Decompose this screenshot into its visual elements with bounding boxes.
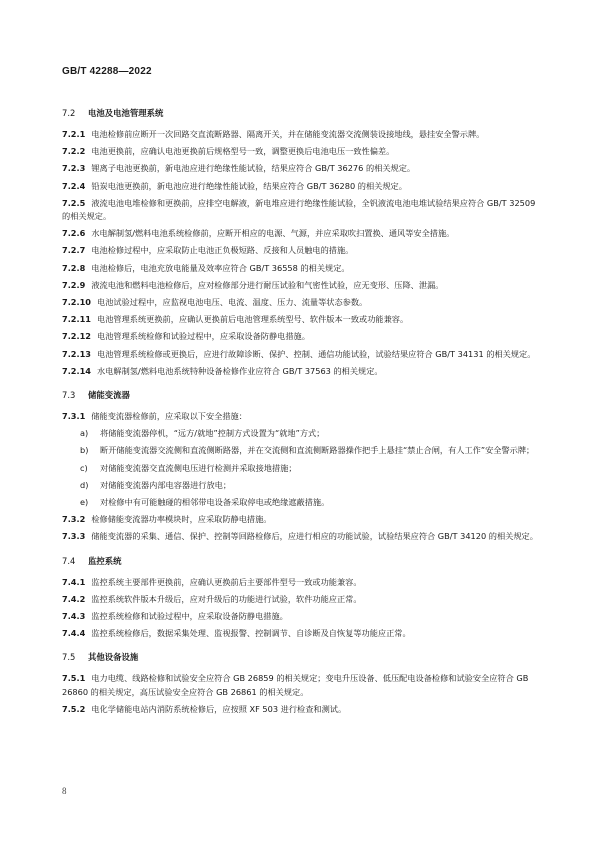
clause-number: 7.2.2 — [62, 146, 86, 157]
clause-number: 7.2.3 — [62, 163, 86, 174]
list-item-letter: e) — [80, 497, 89, 508]
clause — [62, 703, 544, 716]
clause — [62, 593, 544, 606]
list-item-text: 对储能变流器内部电容器进行放电； — [100, 479, 232, 490]
clause-number: 7.2.6 — [62, 228, 86, 239]
clause-text: 水电解制氢/燃料电池系统特种设备检修作业应符合 GB/T 37563 的相关规定。 — [97, 365, 383, 376]
section-heading — [62, 554, 544, 568]
clause — [62, 410, 544, 423]
clause-text: 锂离子电池更换前，新电池应进行绝缘性能试验，结果应符合 GB/T 36276 的相关规定。 — [91, 163, 416, 174]
clause-text: 电池检修前应断开一次回路交直流断路器、隔离开关，并在储能变流器交流侧装设接地线，悬挂安全警示牌。 — [91, 129, 485, 139]
clause-text: 监控系统检修后，数据采集处理、监视报警、控制调节、自诊断及自恢复等功能应正常。 — [91, 628, 411, 639]
clause — [62, 330, 544, 343]
clause — [62, 145, 544, 158]
clause — [62, 610, 544, 623]
page-number: 8 — [62, 786, 67, 796]
section-number: 7.4 — [62, 555, 76, 566]
clause — [62, 348, 544, 361]
clause-number: 7.2.12 — [62, 331, 92, 342]
list-item — [80, 444, 544, 457]
clause — [62, 513, 544, 526]
list-item-letter: a) — [80, 428, 89, 439]
clause-list — [80, 427, 544, 509]
clause-text: 电力电缆、线路检修和试验安全应符合 GB 26859 的相关规定；变电升压设备、低压配电设备检修和试验安全应符合 GB 26860 的相关规定，高压试验安全应符合 GB 26861 的相关规定。 — [62, 673, 529, 697]
list-item-text: 将储能变流器停机，“远方/就地”控制方式设置为“就地”方式； — [100, 428, 325, 439]
section-number: 7.5 — [62, 652, 76, 663]
section-title-text: 其他设备设施 — [88, 652, 139, 663]
clause-number: 7.4.1 — [62, 576, 86, 587]
list-item-text: 对检修中有可能触碰的相邻带电设备采取停电或绝缘遮蔽措施。 — [100, 497, 330, 508]
clause-number: 7.4.2 — [62, 593, 86, 604]
clause-text: 电化学储能电站内消防系统检修后，应按照 XF 503 进行检查和测试。 — [91, 703, 347, 714]
clause-text: 电池检修过程中，应采取防止电池正负极短路、反接和人员触电的措施。 — [91, 245, 354, 256]
section-number: 7.3 — [62, 390, 76, 401]
section-heading — [62, 106, 544, 120]
clause — [62, 296, 544, 309]
clause-text: 储能变流器的采集、通信、保护、控制等回路检修后，应进行相应的功能试验，试验结果应符合 GB/T 34120 的相关规定。 — [91, 531, 538, 542]
clause — [62, 227, 544, 240]
section-title-text: 电池及电池管理系统 — [88, 108, 164, 118]
clause-text: 电池管理系统更换前，应确认更换前后电池管理系统型号、软件版本一致或功能兼容。 — [97, 314, 409, 325]
clause-number: 7.4.4 — [62, 628, 86, 639]
clause-number: 7.3.3 — [62, 531, 86, 542]
document-body — [62, 96, 544, 720]
clause — [62, 197, 544, 223]
clause-number: 7.2.13 — [62, 348, 92, 359]
clause-text: 电池试验过程中，应监视电池电压、电流、温度、压力、流量等状态参数。 — [97, 297, 368, 308]
clause-number: 7.2.7 — [62, 245, 86, 256]
standard-number-header: GB/T 42288—2022 — [62, 66, 152, 77]
clause-number: 7.3.2 — [62, 514, 86, 525]
clause-number: 7.3.1 — [62, 411, 86, 422]
clause — [62, 530, 544, 543]
clause-number: 7.2.5 — [62, 197, 86, 208]
section-title-text: 监控系统 — [88, 555, 122, 566]
clause-number: 7.2.11 — [62, 314, 92, 325]
clause — [62, 313, 544, 326]
clause-text: 液流电池电堆检修和更换前，应排空电解液，新电堆应进行绝缘性能试验，全钒液流电池电堆试验结果应符合 GB/T 32509 的相关规定。 — [62, 197, 536, 222]
clause-number: 7.2.4 — [62, 180, 86, 191]
clause-number: 7.2.1 — [62, 129, 86, 139]
clause — [62, 162, 544, 175]
clause-text: 水电解制氢/燃料电池系统检修前，应断开相应的电源、气源，并应采取吹扫置换、通风等安全措施。 — [91, 228, 455, 239]
clause-number: 7.2.14 — [62, 365, 92, 376]
list-item — [80, 427, 544, 440]
clause-text: 电池更换前，应确认电池更换前后规格型号一致，调整更换后电池电压一致性偏差。 — [91, 146, 395, 157]
list-item — [80, 479, 544, 492]
clause-text: 铅炭电池更换前，新电池应进行绝缘性能试验，结果应符合 GB/T 36280 的相关规定。 — [91, 180, 407, 191]
list-item-text: 断开储能变流器交流侧和直流侧断路器，并在交流侧和直流侧断路器操作把手上悬挂“禁止合闸，有人工作”安全警示牌； — [100, 445, 535, 456]
list-item-text: 对储能变流器交直流侧电压进行检测并采取接地措施； — [100, 462, 297, 473]
section-heading — [62, 388, 544, 402]
clause-text: 监控系统主要部件更换前，应确认更换前后主要部件型号一致或功能兼容。 — [91, 576, 362, 587]
clause-number: 7.2.8 — [62, 262, 86, 273]
clause-text: 电池管理系统检修和试验过程中，应采取设备防静电措施。 — [97, 331, 310, 342]
clause-text: 储能变流器检修前，应采取以下安全措施： — [91, 411, 247, 422]
list-item-letter: b) — [80, 445, 89, 456]
section-title-text: 储能变流器 — [88, 390, 130, 401]
list-item-letter: d) — [80, 479, 89, 490]
clause — [62, 262, 544, 275]
clause — [62, 128, 544, 141]
clause-number: 7.2.10 — [62, 297, 92, 308]
clause-number: 7.2.9 — [62, 279, 86, 290]
list-item — [80, 462, 544, 475]
clause — [62, 576, 544, 589]
clause — [62, 244, 544, 257]
clause-number: 7.5.1 — [62, 673, 86, 684]
clause-text: 电池管理系统检修或更换后，应进行故障诊断、保护、控制、通信功能试验，试验结果应符合 GB/T 34131 的相关规定。 — [97, 348, 536, 359]
clause — [62, 365, 544, 378]
clause-text: 液流电池和燃料电池检修后，应对检修部分进行耐压试验和气密性试验，应无变形、压降、泄漏。 — [91, 279, 444, 290]
clause-number: 7.5.2 — [62, 703, 86, 714]
clause — [62, 627, 544, 640]
clause — [62, 279, 544, 292]
clause-text: 监控系统检修和试验过程中，应采取设备防静电措施。 — [91, 611, 288, 622]
list-item-letter: c) — [80, 462, 88, 473]
clause — [62, 180, 544, 193]
clause-text: 检修储能变流器功率模块时，应采取防静电措施。 — [91, 514, 272, 525]
clause-text: 电池检修后，电池充放电能量及效率应符合 GB/T 36558 的相关规定。 — [91, 262, 350, 273]
section-number: 7.2 — [62, 108, 76, 118]
clause — [62, 672, 544, 698]
clause-text: 监控系统软件版本升级后，应对升级后的功能进行试验，软件功能应正常。 — [91, 593, 362, 604]
list-item — [80, 496, 544, 509]
section-heading — [62, 650, 544, 664]
clause-number: 7.4.3 — [62, 611, 86, 622]
